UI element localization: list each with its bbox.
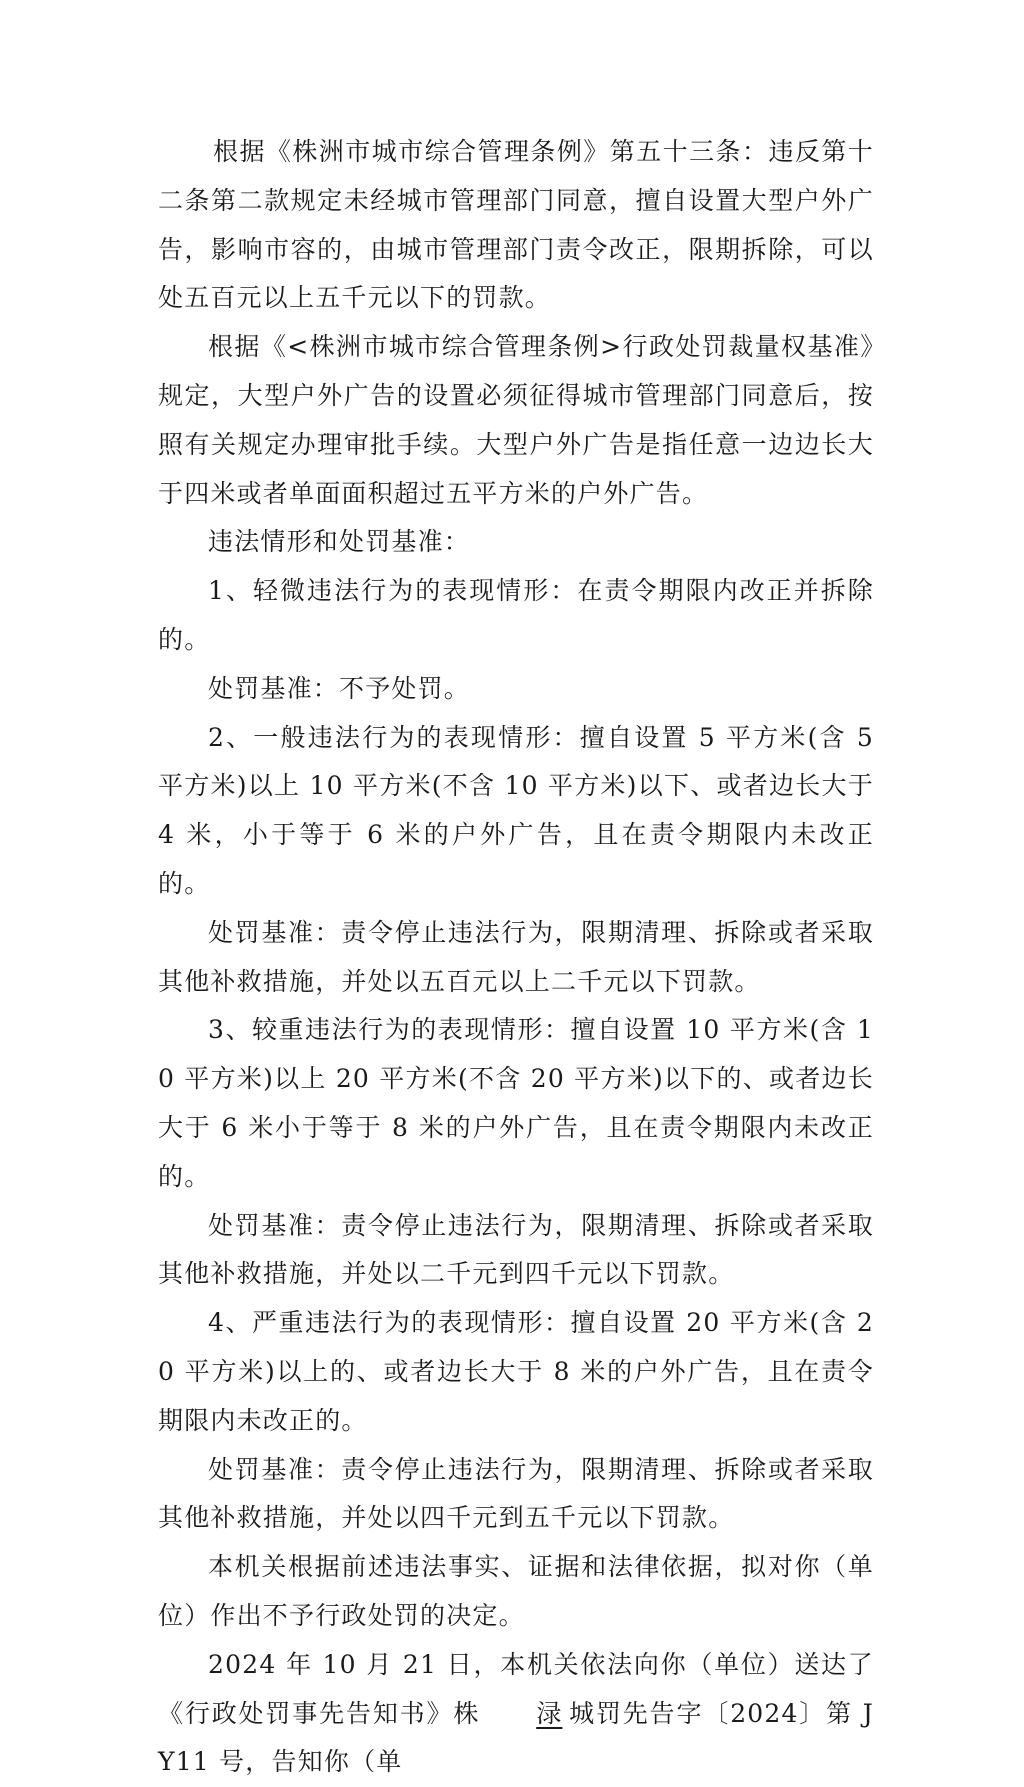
paragraph-minor-violation: 1、轻微违法行为的表现情形：在责令期限内改正并拆除的。 — [158, 576, 874, 654]
paragraph-serious-violation: 3、较重违法行为的表现情形：擅自设置 10 平方米(含 10 平方米)以上 20 平方米(不含 20 平方米)以下的、或者边长大于 6 米小于等于 8 米的户外广告，且在责令期限内未改正的。 — [158, 1015, 874, 1191]
paragraph-severe-violation: 4、严重违法行为的表现情形：擅自设置 20 平方米(含 20 平方米)以上的、或者边长大于 8 米的户外广告，且在责令期限内未改正的。 — [158, 1308, 874, 1435]
paragraph-minor-penalty: 处罚基准：不予处罚。 — [208, 673, 471, 703]
paragraph-severe-penalty: 处罚基准：责令停止违法行为，限期清理、拆除或者采取其他补救措施，并处以四千元到五千元以下罚款。 — [158, 1454, 874, 1533]
paragraph-general-penalty: 处罚基准：责令停止违法行为，限期清理、拆除或者采取其他补救措施，并处以五百元以上二千元以下罚款。 — [158, 917, 874, 996]
paragraph-notice-delivery — [158, 1641, 874, 1787]
paragraph-serious-penalty: 处罚基准：责令停止违法行为，限期清理、拆除或者采取其他补救措施，并处以二千元到四千元以下罚款。 — [158, 1210, 874, 1289]
notice-code-underlined: 渌 — [536, 1698, 563, 1728]
paragraph-violation-heading: 违法情形和处罚基准： — [208, 527, 471, 557]
paragraph-discretion-standard: 根据《<株洲市城市综合管理条例>行政处罚裁量权基准》规定，大型户外广告的设置必须征得城市管理部门同意后，按照有关规定办理审批手续。大型户外广告是指任意一边边长大于四米或者单面面积超过五平方米的户外广告。 — [158, 332, 874, 508]
notice-text-before: 2024 年 10 月 21 日，本机关依法向你（单位）送达了《行政处罚事先告知书》株 — [158, 1649, 874, 1728]
paragraph-decision: 本机关根据前述违法事实、证据和法律依据，拟对你（单位）作出不予行政处罚的决定。 — [158, 1552, 874, 1630]
paragraph-legal-basis-regulation: 根据《株洲市城市综合管理条例》第五十三条：违反第十二条第二款规定未经城市管理部门同意，擅自设置大型户外广告，影响市容的，由城市管理部门责令改正，限期拆除，可以处五百元以上五千元以下的罚款。 — [158, 137, 874, 313]
notice-text-after: 城罚先告字〔2024〕第 JY11 号，告知你（单 — [158, 1698, 874, 1777]
paragraph-general-violation: 2、一般违法行为的表现情形：擅自设置 5 平方米(含 5 平方米)以上 10 平方米(不含 10 平方米)以下、或者边长大于 4 米，小于等于 6 米的户外广告，且在责令期限内未改正的。 — [158, 722, 874, 898]
document-body — [158, 128, 874, 1787]
